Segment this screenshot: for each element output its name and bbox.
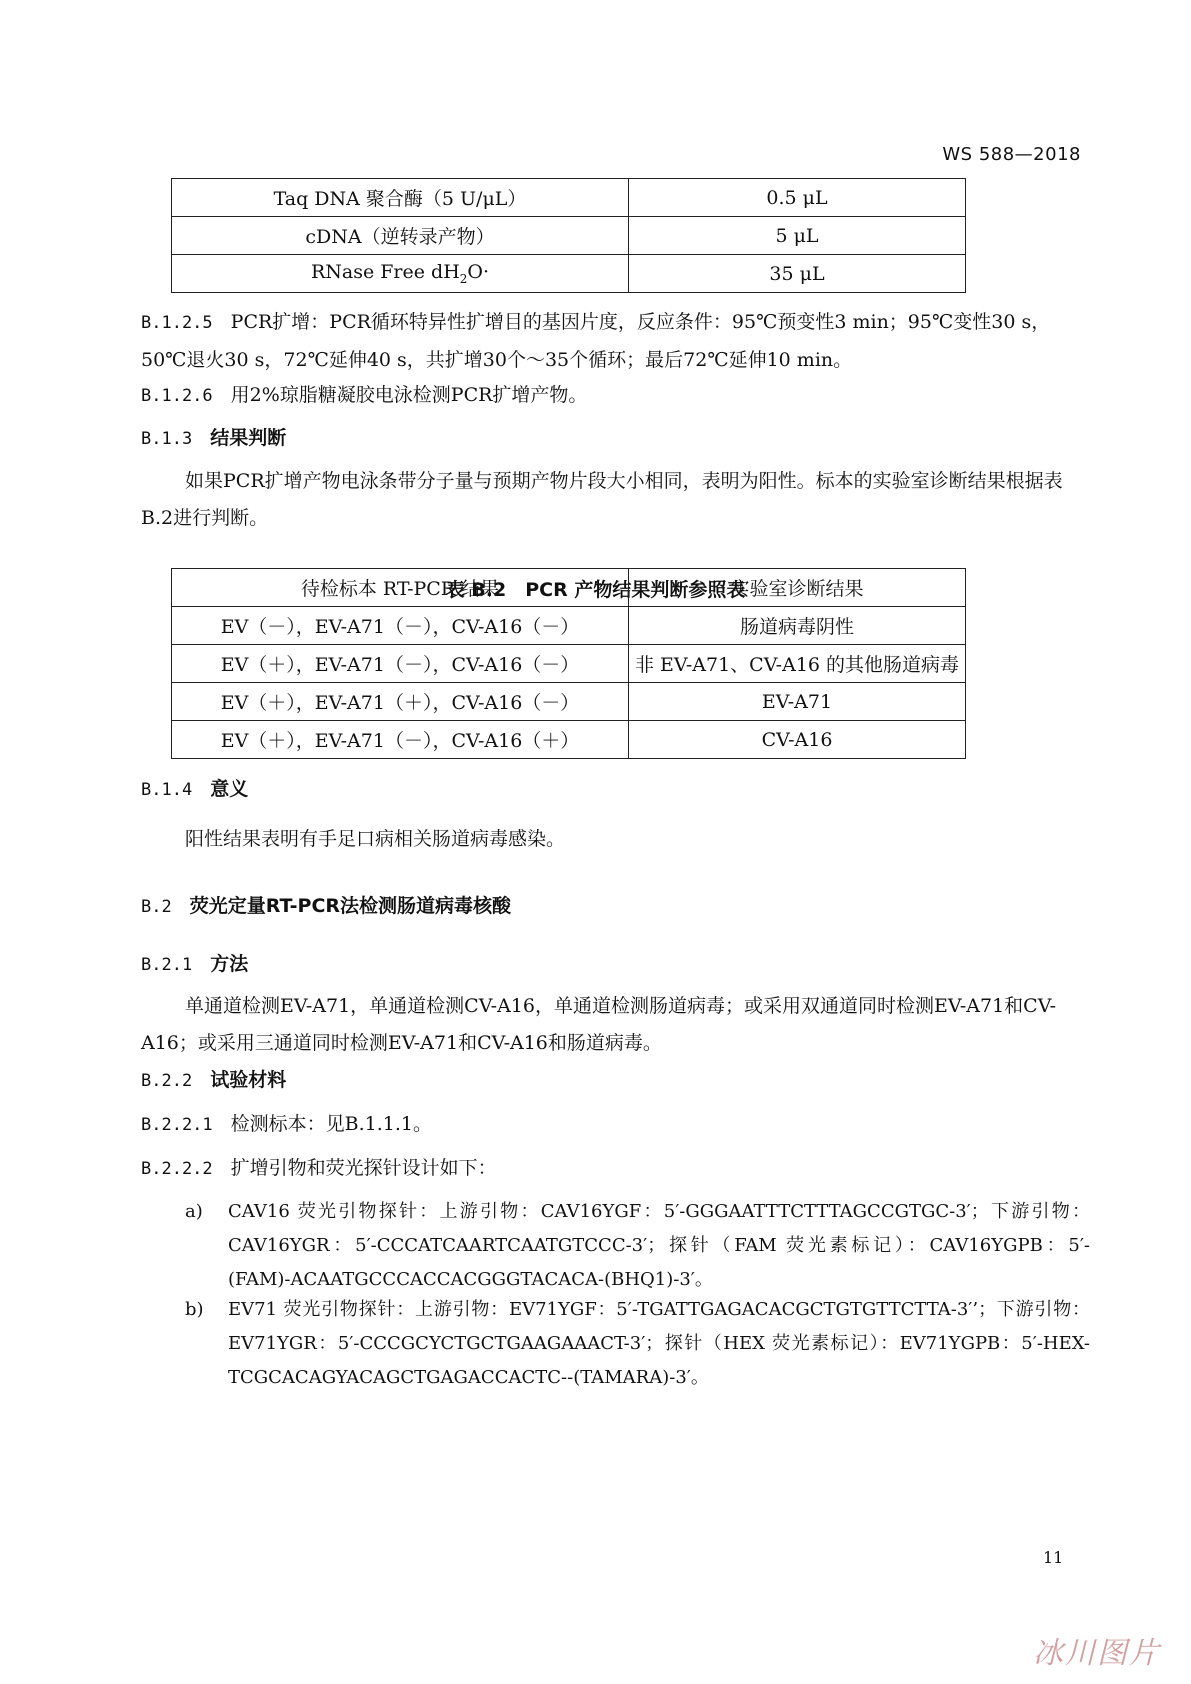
- clause-text: 检测标本：见B.1.1.1。: [230, 1113, 433, 1135]
- clause-text: 扩增引物和荧光探针设计如下：: [230, 1157, 497, 1179]
- table-cell: EV（＋），EV-A71（＋），CV-A16（－）: [172, 683, 629, 721]
- result-reference-table: [171, 568, 966, 759]
- clause-b222: [141, 1150, 1081, 1188]
- column-header: 待检标本 RT-PCR 结果: [172, 569, 629, 607]
- list-item-text: EV71 荧光引物探针：上游引物：EV71YGF：5′-TGATTGAGACACGCTGTGTTCTTA-3′’；下游引物：EV71YGR：5′-CCCGCYCTGCTGAAGAAACT-3′；探针（HEX 荧光素标记）：EV71YGPB：5′-HEX-TCGCACAGYACAGCTGAGACCACTC--(TAMARA)-3′。: [228, 1299, 1090, 1388]
- reagent-name-subscript: 2: [459, 271, 468, 286]
- section-title: 结果判断: [210, 427, 287, 449]
- table-cell: 肠道病毒阴性: [629, 607, 966, 645]
- reagent-table: [171, 178, 966, 293]
- section-title: 方法: [210, 953, 249, 975]
- clause-text: PCR扩增：PCR循环特异性扩增目的基因片度，反应条件：95℃预变性3 min；95℃变性30 s，50℃退火30 s，72℃延伸40 s，共扩增30个～35个循环；最后72℃延伸10 min。: [141, 311, 1051, 371]
- table-row: [172, 255, 966, 293]
- list-item-text: CAV16 荧光引物探针：上游引物：CAV16YGF：5′-GGGAATTTCTTTAGCCGTGC-3′；下游引物：CAV16YGR：5′-CCCATCAARTCAATGTCCC-3′；探针（FAM 荧光素标记）：CAV16YGPB：5′-(FAM)-ACAATGCCCACCACGGGTACACA-(BHQ1)-3′。: [228, 1201, 1090, 1290]
- table-row: [172, 217, 966, 255]
- table-cell: 非 EV-A71、CV-A16 的其他肠道病毒: [629, 645, 966, 683]
- table-cell: EV（＋），EV-A71（－），CV-A16（－）: [172, 645, 629, 683]
- section-title: 试验材料: [210, 1069, 287, 1091]
- clause-b221: [141, 1106, 1081, 1144]
- section-number: B.1.3: [141, 429, 193, 449]
- clause-number: B.1.2.6: [141, 386, 213, 406]
- page-number: 11: [1043, 1548, 1064, 1567]
- clause-b125: [141, 304, 1081, 379]
- table-row: [172, 721, 966, 759]
- table-cell: EV（－），EV-A71（－），CV-A16（－）: [172, 607, 629, 645]
- reagent-volume: 0.5 μL: [629, 179, 966, 217]
- list-marker: a): [185, 1201, 203, 1222]
- reagent-name: [172, 255, 629, 293]
- section-heading-b14: [141, 771, 1081, 809]
- table-cell: EV（＋），EV-A71（－），CV-A16（＋）: [172, 721, 629, 759]
- column-header: 实验室诊断结果: [629, 569, 966, 607]
- watermark-logo: 冰川图片: [1033, 1636, 1161, 1671]
- reagent-name: cDNA（逆转录产物）: [172, 217, 629, 255]
- clause-number: B.2.2.1: [141, 1115, 213, 1135]
- reagent-name: Taq DNA 聚合酶（5 U/μL）: [172, 179, 629, 217]
- paragraph-result-judgement: 如果PCR扩增产物电泳条带分子量与预期产物片段大小相同，表明为阳性。标本的实验室诊断结果根据表B.2进行判断。: [141, 470, 1063, 529]
- clause-b126: [141, 377, 1081, 415]
- section-heading-b2: [141, 888, 1081, 926]
- table-row: [172, 607, 966, 645]
- table-row: [172, 645, 966, 683]
- table-row: [172, 179, 966, 217]
- table-cell: EV-A71: [629, 683, 966, 721]
- section-title: 意义: [210, 778, 249, 800]
- reagent-volume: 35 μL: [629, 255, 966, 293]
- section-number: B.2.2: [141, 1071, 193, 1091]
- table-header-row: [172, 569, 966, 607]
- clause-text: 用2%琼脂糖凝胶电泳检测PCR扩增产物。: [230, 384, 588, 406]
- list-item: [185, 1293, 1090, 1395]
- reagent-name-tail: O·: [467, 261, 490, 284]
- table-row: [172, 683, 966, 721]
- document-code: WS 588—2018: [942, 144, 1081, 165]
- section-number: B.1.4: [141, 780, 193, 800]
- paragraph-method: 单通道检测EV-A71，单通道检测CV-A16，单通道检测肠道病毒；或采用双通道同时检测EV-A71和CV-A16；或采用三通道同时检测EV-A71和CV-A16和肠道病毒。: [141, 995, 1057, 1054]
- section-heading-b21: [141, 946, 1081, 984]
- clause-number: B.1.2.5: [141, 313, 213, 333]
- table-caption: 表 B.2 PCR 产物结果判断参照表: [445, 579, 746, 601]
- section-number: B.2: [141, 897, 172, 917]
- list-marker: b): [185, 1299, 204, 1320]
- reagent-name-main: RNase Free dH: [310, 261, 460, 284]
- section-title: 荧光定量RT-PCR法检测肠道病毒核酸: [189, 895, 512, 917]
- section-heading-b22: [141, 1062, 1081, 1100]
- paragraph-significance: 阳性结果表明有手足口病相关肠道病毒感染。: [185, 828, 566, 850]
- section-heading-b13: [141, 420, 1081, 458]
- clause-number: B.2.2.2: [141, 1159, 213, 1179]
- table-cell: CV-A16: [629, 721, 966, 759]
- reagent-volume: 5 μL: [629, 217, 966, 255]
- list-item: [185, 1195, 1090, 1297]
- section-number: B.2.1: [141, 955, 193, 975]
